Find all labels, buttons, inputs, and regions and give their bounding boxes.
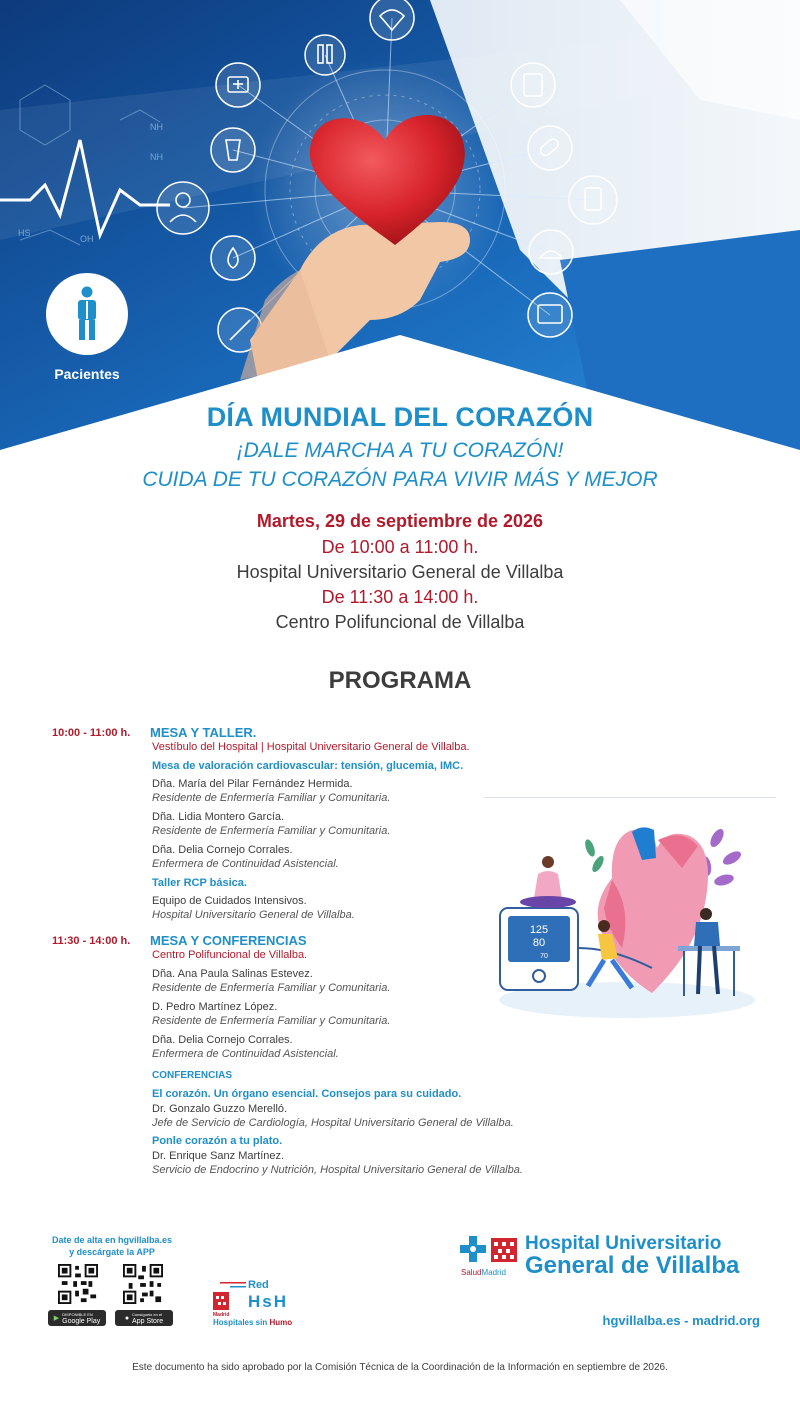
app-store-label: App Store: [132, 1318, 164, 1325]
slot1-place: Hospital Universitario General de Villalba: [236, 562, 564, 582]
page-subtitle: ¡DALE MARCHA A TU CORAZÓN!: [236, 439, 564, 462]
google-play-button[interactable]: [48, 1310, 106, 1326]
page-tagline: CUIDA DE TU CORAZÓN PARA VIVIR MÁS Y MEJOR: [142, 468, 658, 491]
talk-title: Ponle corazón a tu plato.: [152, 1135, 283, 1147]
person-role: Enfermera de Continuidad Asistencial.: [152, 1048, 339, 1060]
block2-time: 11:30 - 14:00 h.: [52, 935, 131, 947]
person-name: Dña. Lidia Montero García.: [152, 811, 285, 823]
hero-banner: [0, 0, 800, 450]
person-name: D. Pedro Martínez López.: [152, 1001, 278, 1013]
madrid-label: Madrid: [213, 1312, 230, 1318]
slot2-time: De 11:30 a 14:00 h.: [321, 587, 479, 607]
approval-note: Este documento ha sido aprobado por la Comisión Técnica de la Coordinación de la Información en septiembre de 2026.: [132, 1362, 668, 1373]
svg-text:NH: NH: [150, 122, 163, 132]
svg-text:HS: HS: [18, 228, 31, 238]
person-name: Equipo de Cuidados Intensivos.: [152, 895, 307, 907]
app-store-button[interactable]: [115, 1310, 173, 1326]
event-details: [0, 511, 800, 633]
divider: [484, 797, 776, 798]
talk-speaker: Dr. Enrique Sanz Martínez.: [152, 1150, 285, 1162]
hospital-name-line1: Hospital Universitario: [525, 1233, 722, 1254]
hsh-sub-part2: Humo: [269, 1318, 293, 1327]
person-role: Enfermera de Continuidad Asistencial.: [152, 858, 339, 870]
block2-location: Centro Polifuncional de Villalba.: [152, 949, 308, 961]
bp-pulse: 70: [540, 953, 548, 960]
block1-time: 10:00 - 11:00 h.: [52, 727, 131, 739]
person-name: Dña. Delia Cornejo Corrales.: [152, 844, 293, 856]
google-play-label: Google Play: [62, 1318, 101, 1325]
header: [0, 402, 800, 492]
programa-heading: PROGRAMA: [328, 667, 472, 694]
heart-health-illustration: [492, 818, 762, 1028]
person-role: Residente de Enfermería Familiar y Comunitaria.: [152, 825, 391, 837]
download-line2: y descárgate la APP: [69, 1247, 155, 1257]
person-role: Residente de Enfermería Familiar y Comunitaria.: [152, 792, 391, 804]
download-line1: Date de alta en hgvillalba.es: [51, 1235, 173, 1245]
person-name: Dña. María del Pilar Fernández Hermida.: [152, 778, 353, 790]
patients-label: Pacientes: [54, 366, 120, 382]
person-role: Residente de Enfermería Familiar y Comunitaria.: [152, 1015, 391, 1027]
patients-badge: [46, 273, 128, 355]
salud-part2: Madrid: [481, 1268, 506, 1277]
person-role: Residente de Enfermería Familiar y Comunitaria.: [152, 982, 391, 994]
block1-title: MESA Y TALLER.: [150, 725, 257, 740]
hsh-subtitle: [213, 1318, 292, 1327]
hsh-label: HsH: [248, 1292, 289, 1311]
talk-speaker: Dr. Gonzalo Guzzo Merelló.: [152, 1103, 288, 1115]
bp-diastolic: 80: [532, 937, 546, 949]
conferences-label: CONFERENCIAS: [152, 1070, 233, 1081]
slot2-place: Centro Polifuncional de Villalba: [275, 612, 525, 632]
hsh-sub-part1: Hospitales sin: [213, 1318, 270, 1327]
app-store-small: Consíguelo en el: [132, 1312, 163, 1317]
website-link[interactable]: hgvillalba.es - madrid.org: [602, 1313, 760, 1328]
block1-activity1: Mesa de valoración cardiovascular: tensión, glucemia, IMC.: [152, 760, 464, 772]
apple-icon: ●: [124, 1314, 130, 1322]
person-name: Dña. Ana Paula Salinas Estevez.: [152, 968, 313, 980]
app-download-text: [42, 1234, 182, 1258]
patient-icon: [72, 286, 102, 342]
svg-text:NH: NH: [150, 152, 163, 162]
block1-location: Vestíbulo del Hospital | Hospital Universitario General de Villalba.: [152, 741, 470, 753]
talk-title: El corazón. Un órgano esencial. Consejos para su cuidado.: [152, 1088, 462, 1100]
salud-madrid-text: [461, 1268, 506, 1277]
page-title: DÍA MUNDIAL DEL CORAZÓN: [206, 402, 594, 432]
person-role: Hospital Universitario General de Villalba.: [152, 909, 355, 921]
talk-role: Servicio de Endocrino y Nutrición, Hospital Universitario General de Villalba.: [152, 1164, 523, 1176]
qr-code-appstore[interactable]: [123, 1264, 163, 1304]
svg-text:OH: OH: [80, 234, 94, 244]
play-icon: ▶: [53, 1315, 60, 1322]
salud-part1: Salud: [461, 1268, 482, 1277]
block2-title: MESA Y CONFERENCIAS: [150, 933, 307, 948]
block1-activity2: Taller RCP básica.: [152, 877, 247, 889]
salud-madrid-logo: [459, 1236, 519, 1266]
red-label: Red: [248, 1279, 269, 1291]
person-name: Dña. Delia Cornejo Corrales.: [152, 1034, 293, 1046]
hospital-name-line2: General de Villalba: [525, 1252, 740, 1279]
google-play-small: DISPONIBLE EN: [62, 1312, 93, 1317]
bp-systolic: 125: [529, 924, 549, 936]
qr-code-google[interactable]: [58, 1264, 98, 1304]
slot1-time: De 10:00 a 11:00 h.: [321, 537, 479, 557]
talk-role: Jefe de Servicio de Cardiología, Hospital Universitario General de Villalba.: [152, 1117, 514, 1129]
event-date: Martes, 29 de septiembre de 2026: [256, 511, 544, 531]
hero-artwork: [0, 0, 800, 450]
